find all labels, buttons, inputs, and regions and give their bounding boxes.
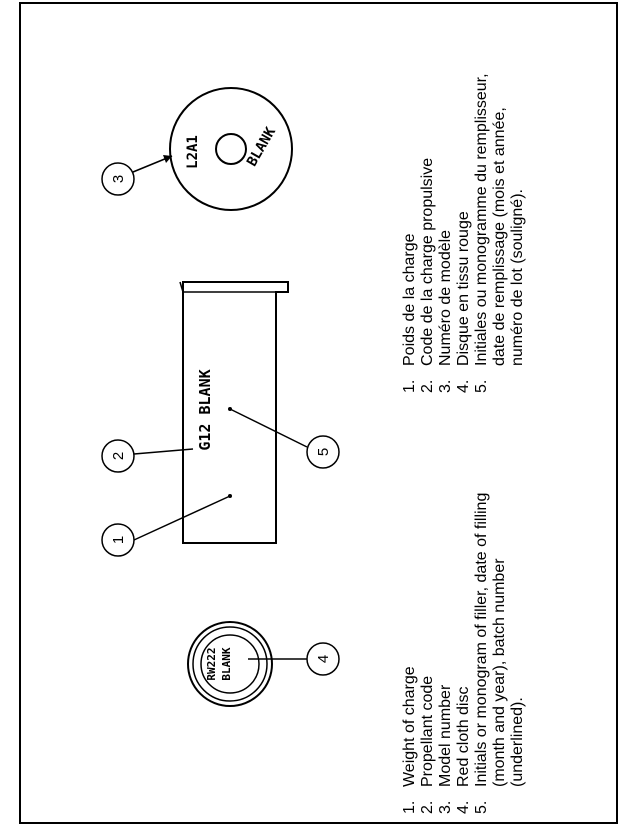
- legend-fr-num-3: 3.: [437, 379, 454, 393]
- legend-en-num-1: 1.: [401, 800, 418, 814]
- cloth-disc: [170, 88, 292, 210]
- legend-en-item-5-line1: Initials or monogram of filler, date of filling: [473, 492, 490, 787]
- base-marking-line2: BLANK: [220, 647, 233, 681]
- legend-fr-num-4: 4.: [455, 379, 472, 393]
- callout-3: [102, 155, 172, 195]
- legend-en-num-5: 5.: [473, 800, 490, 814]
- legend-fr-item-5-line2: date de remplissage (mois et année,: [491, 107, 508, 366]
- callout-2: [102, 440, 193, 472]
- callout-number-3: 3: [110, 174, 127, 184]
- legend-en-item-2: Propellant code: [419, 675, 436, 787]
- cartridge-base: [188, 622, 272, 706]
- cartridge-case: [180, 282, 288, 543]
- legend-fr-item-5-line3: numéro de lot (souligné).: [509, 189, 526, 366]
- legend-en-num-2: 2.: [419, 800, 436, 814]
- callout-5: [230, 409, 339, 468]
- legend-en-item-3: Model number: [437, 684, 454, 787]
- legend-fr-num-5: 5.: [473, 379, 490, 393]
- disc-marking-top: L2A1: [185, 135, 201, 169]
- legend-en-item-5-line2: (month and year), batch number: [491, 558, 508, 787]
- legend-fr-item-4: Disque en tissu rouge: [455, 211, 472, 366]
- legend-fr-num-1: 1.: [401, 379, 418, 393]
- callout-number-2: 2: [110, 451, 127, 461]
- callout-1: [102, 496, 230, 556]
- disc-marking-bottom: BLANK: [244, 124, 280, 170]
- legend-fr-item-3: Numéro de modèle: [437, 229, 454, 366]
- legend-fr-item-2: Code de la charge propulsive: [419, 157, 436, 366]
- legend-fr-item-5-line1: Initiales ou monogramme du remplisseur,: [473, 73, 490, 366]
- callout-number-4: 4: [315, 654, 332, 664]
- base-marking-line1: RW222: [205, 647, 218, 681]
- legend-en-num-3: 3.: [437, 800, 454, 814]
- legend-french: [401, 73, 526, 393]
- callout-number-1: 1: [110, 535, 127, 545]
- callout-number-5: 5: [315, 447, 332, 457]
- disc-hole: [216, 134, 246, 164]
- legend-en-item-1: Weight of charge: [401, 666, 418, 787]
- legend-fr-item-1: Poids de la charge: [401, 233, 418, 366]
- case-marking: G12 BLANK: [196, 369, 214, 451]
- legend-english: [401, 493, 526, 814]
- callout-4: [248, 643, 339, 675]
- legend-en-item-5-line3: (underlined).: [509, 697, 526, 787]
- legend-en-item-4: Red cloth disc: [455, 686, 472, 787]
- legend-fr-num-2: 2.: [419, 379, 436, 393]
- legend-en-num-4: 4.: [455, 800, 472, 814]
